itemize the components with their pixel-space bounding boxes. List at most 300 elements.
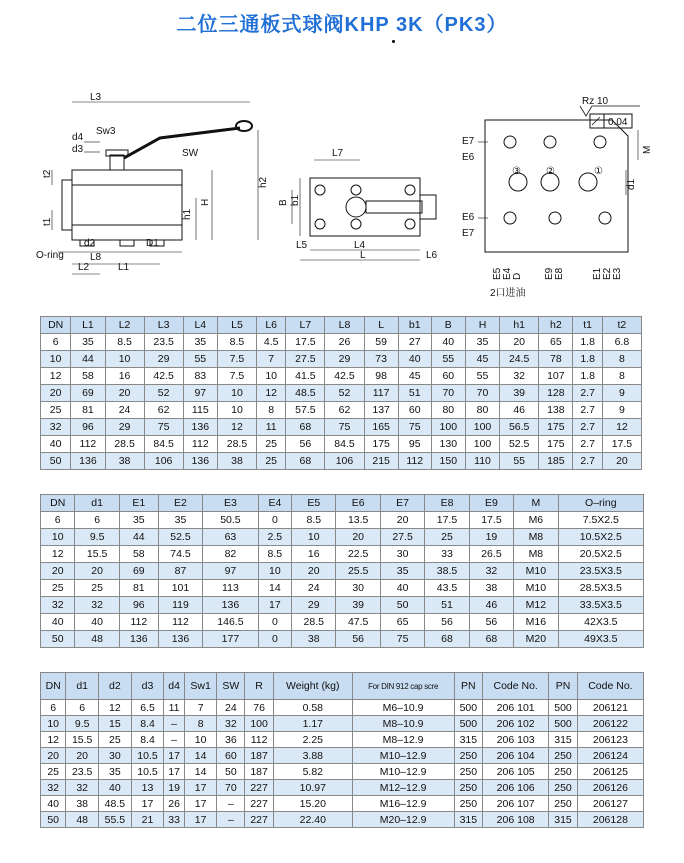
table-cell: 27.5	[380, 529, 424, 546]
table-cell: 12	[41, 546, 75, 563]
table-row	[41, 748, 644, 764]
table-cell: 35	[380, 563, 424, 580]
table-cell: 32	[500, 368, 539, 385]
table-cell: 19	[469, 529, 513, 546]
header-cell: t1	[573, 317, 602, 334]
table-cell: 137	[364, 402, 398, 419]
header-cell: E2	[158, 495, 202, 512]
table-cell: 12	[99, 700, 132, 716]
table-cell: 48	[75, 631, 119, 648]
label-E4: E4	[502, 267, 513, 280]
table-cell: 206122	[577, 716, 643, 732]
table-cell: 33	[164, 812, 184, 828]
table-cell: 40	[398, 351, 431, 368]
header-cell: L2	[105, 317, 144, 334]
table-cell: 38.5	[425, 563, 469, 580]
table-cell: 6	[41, 700, 66, 716]
table-cell: 0	[258, 631, 291, 648]
table-cell: 2.25	[273, 732, 352, 748]
header-cell: t2	[602, 317, 641, 334]
table-cell: 206125	[577, 764, 643, 780]
header-cell: h2	[539, 317, 573, 334]
table-row	[41, 334, 642, 351]
table-cell: 22.5	[336, 546, 380, 563]
table-cell: 4.5	[257, 334, 286, 351]
table-cell: 55	[500, 453, 539, 470]
table-cell: 97	[183, 385, 217, 402]
table-cell: 40	[431, 334, 465, 351]
table-cell: 10	[258, 563, 291, 580]
table-cell: 20	[41, 385, 71, 402]
header-cell: E4	[258, 495, 291, 512]
table-cell: 175	[539, 419, 573, 436]
table-cell: 25	[99, 732, 132, 748]
header-cell: E3	[203, 495, 258, 512]
header-cell: L6	[257, 317, 286, 334]
header-cell: L3	[144, 317, 183, 334]
table-cell: 17	[164, 748, 184, 764]
table-row	[41, 716, 644, 732]
table-cell: 35	[99, 764, 132, 780]
header-cell: H	[465, 317, 499, 334]
table-cell: 2.7	[573, 419, 602, 436]
table-cell: 250	[454, 748, 483, 764]
dot-mark	[392, 40, 395, 43]
label-Rz10: Rz 10	[582, 96, 609, 107]
table-cell: 117	[364, 385, 398, 402]
table-cell: 70	[217, 780, 245, 796]
table-cell: 38	[292, 631, 336, 648]
table-cell: 40	[75, 614, 119, 631]
table-cell: 2.7	[573, 402, 602, 419]
table-row	[41, 700, 644, 716]
header-cell: Code No.	[483, 673, 549, 700]
label-L6: L6	[426, 250, 438, 261]
table-cell: –	[217, 812, 245, 828]
table-cell: 19	[164, 780, 184, 796]
table-cell: 68	[286, 419, 325, 436]
table-cell: 39	[336, 597, 380, 614]
header-cell: DN	[41, 673, 66, 700]
table-cell: 12	[257, 385, 286, 402]
table-cell: 52.5	[500, 436, 539, 453]
table-cell: 17.5	[425, 512, 469, 529]
header-cell: L1	[71, 317, 105, 334]
table-row	[41, 529, 644, 546]
table-cell: 40	[41, 796, 66, 812]
table-cell: 206 103	[483, 732, 549, 748]
header-cell: DN	[41, 495, 75, 512]
table-cell: 10	[41, 529, 75, 546]
table-row	[41, 351, 642, 368]
label-d3: d3	[72, 144, 84, 155]
table-cell: 28.5X3.5	[558, 580, 643, 597]
table-cell: 13.5	[336, 512, 380, 529]
table-cell: 11	[257, 419, 286, 436]
table-cell: 315	[454, 732, 483, 748]
table-cell: 20	[41, 748, 66, 764]
table-cell: 59	[364, 334, 398, 351]
table-cell: 113	[203, 580, 258, 597]
table-cell: 49X3.5	[558, 631, 643, 648]
table-cell: 44	[119, 529, 158, 546]
table-cell: 206123	[577, 732, 643, 748]
table-cell: 27.5	[286, 351, 325, 368]
header-cell: Code No.	[577, 673, 643, 700]
table-cell: 42.5	[144, 368, 183, 385]
table-cell: 20	[41, 563, 75, 580]
label-L5: L5	[296, 240, 308, 251]
table-cell: 39	[500, 385, 539, 402]
table-cell: 136	[71, 453, 105, 470]
table-header-row	[41, 495, 644, 512]
table-cell: 50	[41, 453, 71, 470]
table-cell: 69	[119, 563, 158, 580]
table-cell: 28.5	[292, 614, 336, 631]
label-E6-bottom: E6	[462, 212, 475, 223]
table-row	[41, 780, 644, 796]
table-cell: 58	[119, 546, 158, 563]
table-cell: 206128	[577, 812, 643, 828]
table-cell: 32	[75, 597, 119, 614]
table-cell: 8.4	[131, 732, 164, 748]
table-cell: 87	[158, 563, 202, 580]
label-h2: h2	[258, 176, 269, 188]
table-cell: 215	[364, 453, 398, 470]
table-cell: 8.4	[131, 716, 164, 732]
header-cell: Sw1	[184, 673, 217, 700]
label-H: H	[200, 198, 211, 206]
label-L: L	[360, 250, 366, 261]
label-E8: E8	[554, 267, 565, 280]
table-cell: 32	[469, 563, 513, 580]
side-view-labels	[36, 92, 269, 273]
table-cell: 24.5	[500, 351, 539, 368]
table-cell: 26	[164, 796, 184, 812]
port-2: ②	[546, 166, 555, 177]
table-cell: 175	[364, 436, 398, 453]
table-row	[41, 546, 644, 563]
dimension-table-1	[40, 316, 642, 470]
table-cell: 50	[217, 764, 245, 780]
table-cell: 9	[602, 402, 641, 419]
table-cell: 30	[380, 546, 424, 563]
table-cell: 58	[71, 368, 105, 385]
table-cell: 500	[549, 716, 578, 732]
table-cell: M10	[514, 563, 558, 580]
table-cell: 25	[41, 580, 75, 597]
table-cell: 50	[41, 812, 66, 828]
table-cell: –	[164, 732, 184, 748]
table-cell: 35	[158, 512, 202, 529]
table-cell: 42X3.5	[558, 614, 643, 631]
label-E5: E5	[492, 267, 503, 280]
table-cell: 75	[144, 419, 183, 436]
header-cell: d2	[99, 673, 132, 700]
table-cell: 10	[105, 351, 144, 368]
label-E7-bottom: E7	[462, 228, 475, 239]
header-cell: B	[431, 317, 465, 334]
label-flatness: 0.04	[608, 117, 628, 128]
table-cell: 6	[41, 512, 75, 529]
table-row	[41, 580, 644, 597]
header-cell: d1	[75, 495, 119, 512]
table-cell: 96	[71, 419, 105, 436]
header-cell: E5	[292, 495, 336, 512]
table-cell: 45	[398, 368, 431, 385]
header-cell: For DIN 912 cap scre	[352, 673, 454, 700]
table-cell: 100	[431, 419, 465, 436]
table-row	[41, 385, 642, 402]
header-cell: L4	[183, 317, 217, 334]
header-cell: E7	[380, 495, 424, 512]
header-cell: L8	[325, 317, 364, 334]
table-cell: 6	[41, 334, 71, 351]
header-cell: L7	[286, 317, 325, 334]
table-cell: 43.5	[425, 580, 469, 597]
table-cell: 52.5	[158, 529, 202, 546]
header-cell: d4	[164, 673, 184, 700]
table-cell: 76	[245, 700, 274, 716]
table-cell: 206121	[577, 700, 643, 716]
table-cell: 21	[131, 812, 164, 828]
table-cell: M10–12.9	[352, 748, 454, 764]
table-cell: 60	[217, 748, 245, 764]
table-cell: 6.5	[131, 700, 164, 716]
table-cell: 8	[602, 368, 641, 385]
table-cell: 8.5	[258, 546, 291, 563]
table-cell: 206 106	[483, 780, 549, 796]
table-cell: 20	[500, 334, 539, 351]
table-cell: 45	[465, 351, 499, 368]
table-cell: 17	[164, 764, 184, 780]
table-cell: 32	[217, 716, 245, 732]
table-cell: 51	[398, 385, 431, 402]
table-cell: 57.5	[286, 402, 325, 419]
table-cell: 115	[183, 402, 217, 419]
table-cell: 250	[454, 780, 483, 796]
table-cell: 112	[119, 614, 158, 631]
table-cell: 100	[465, 436, 499, 453]
table-cell: 80	[465, 402, 499, 419]
table-cell: 17	[184, 780, 217, 796]
table-cell: 9.5	[66, 716, 99, 732]
table-cell: 7.5	[217, 351, 256, 368]
label-D: D	[512, 272, 523, 280]
table-cell: 250	[549, 780, 578, 796]
table-cell: 17	[184, 812, 217, 828]
table-cell: 15.20	[273, 796, 352, 812]
label-t2: t2	[42, 169, 53, 178]
table-cell: 14	[258, 580, 291, 597]
table-cell: 12	[217, 419, 256, 436]
table-cell: 27	[398, 334, 431, 351]
table-cell: 14	[184, 764, 217, 780]
table-cell: 82	[203, 546, 258, 563]
table-cell: 12	[602, 419, 641, 436]
table-cell: 38	[217, 453, 256, 470]
table-cell: 30	[336, 580, 380, 597]
table-cell: 206126	[577, 780, 643, 796]
table-cell: 187	[245, 748, 274, 764]
table-cell: 95	[398, 436, 431, 453]
table-cell: 24	[217, 700, 245, 716]
table-row	[41, 453, 642, 470]
table-cell: 17.5	[469, 512, 513, 529]
mounting-face-labels	[462, 96, 653, 299]
table-cell: 70	[465, 385, 499, 402]
table-cell: 3.88	[273, 748, 352, 764]
header-cell: b1	[398, 317, 431, 334]
table-cell: 8.5	[217, 334, 256, 351]
table-cell: 10.5	[131, 748, 164, 764]
table-cell: 68	[425, 631, 469, 648]
table-cell: 177	[203, 631, 258, 648]
table-cell: 20	[602, 453, 641, 470]
label-E7-top: E7	[462, 136, 475, 147]
table-cell: 15.5	[66, 732, 99, 748]
table-cell: 25	[41, 764, 66, 780]
port-3: ③	[512, 166, 521, 177]
table-cell: 8	[257, 402, 286, 419]
header-cell: E9	[469, 495, 513, 512]
table-cell: 130	[431, 436, 465, 453]
header-cell: d3	[131, 673, 164, 700]
table-cell: M8	[514, 546, 558, 563]
table-cell: M16	[514, 614, 558, 631]
table-cell: 29	[144, 351, 183, 368]
label-L2: L2	[78, 262, 90, 273]
table-cell: 32	[66, 780, 99, 796]
table-row	[41, 732, 644, 748]
header-cell: R	[245, 673, 274, 700]
table-cell: 55	[183, 351, 217, 368]
label-E2: E2	[602, 267, 613, 280]
table-cell: 8	[184, 716, 217, 732]
table-cell: 110	[465, 453, 499, 470]
table-cell: 6	[66, 700, 99, 716]
table-cell: 227	[245, 812, 274, 828]
table-cell: 28.5	[217, 436, 256, 453]
table-cell: 500	[549, 700, 578, 716]
table-cell: 10	[41, 716, 66, 732]
table-cell: 17	[258, 597, 291, 614]
table-cell: 46	[469, 597, 513, 614]
table-cell: 500	[454, 716, 483, 732]
table-cell: 84.5	[144, 436, 183, 453]
table-cell: 20.5X2.5	[558, 546, 643, 563]
table-cell: 48.5	[286, 385, 325, 402]
table-cell: 128	[539, 385, 573, 402]
table-cell: 112	[245, 732, 274, 748]
table-cell: 70	[431, 385, 465, 402]
table-cell: 250	[549, 764, 578, 780]
header-cell: L5	[217, 317, 256, 334]
table-cell: 38	[105, 453, 144, 470]
table-cell: 35	[183, 334, 217, 351]
table-cell: 48	[66, 812, 99, 828]
table-cell: 206127	[577, 796, 643, 812]
table-cell: 97	[203, 563, 258, 580]
table-cell: 81	[119, 580, 158, 597]
table-cell: 0.58	[273, 700, 352, 716]
table-cell: M16–12.9	[352, 796, 454, 812]
label-L7: L7	[332, 148, 344, 159]
table-cell: 17.5	[286, 334, 325, 351]
table-cell: 25.5	[336, 563, 380, 580]
table-cell: 20	[292, 563, 336, 580]
header-cell: Weight (kg)	[273, 673, 352, 700]
table-cell: 315	[549, 732, 578, 748]
table-cell: 41.5	[286, 368, 325, 385]
table-cell: 16	[292, 546, 336, 563]
table-cell: 56	[425, 614, 469, 631]
table-cell: 250	[549, 748, 578, 764]
table-cell: 28.5	[105, 436, 144, 453]
table-row	[41, 368, 642, 385]
table-cell: 23.5X3.5	[558, 563, 643, 580]
table-cell: 25	[425, 529, 469, 546]
header-cell: DN	[41, 317, 71, 334]
table-cell: 227	[245, 796, 274, 812]
table-cell: 84.5	[325, 436, 364, 453]
label-L8: L8	[90, 252, 102, 263]
table-cell: 9	[602, 385, 641, 402]
table-cell: 10.5	[131, 764, 164, 780]
table-cell: 17	[131, 796, 164, 812]
label-L3: L3	[90, 92, 102, 103]
table-cell: 2.5	[258, 529, 291, 546]
table-cell: M8–10.9	[352, 716, 454, 732]
table-cell: 56	[286, 436, 325, 453]
header-cell: E6	[336, 495, 380, 512]
table-cell: 2.7	[573, 453, 602, 470]
table-cell: 35	[71, 334, 105, 351]
table-cell: 7.5X2.5	[558, 512, 643, 529]
table-cell: 2.7	[573, 385, 602, 402]
table-cell: 20	[75, 563, 119, 580]
table-cell: 23.5	[66, 764, 99, 780]
table-cell: 75	[380, 631, 424, 648]
table-cell: 7	[257, 351, 286, 368]
table-cell: 10.5X2.5	[558, 529, 643, 546]
table-cell: 13	[131, 780, 164, 796]
table-cell: 38	[66, 796, 99, 812]
table-cell: 119	[158, 597, 202, 614]
table-cell: 56	[336, 631, 380, 648]
table-cell: 55	[465, 368, 499, 385]
table-cell: 11	[164, 700, 184, 716]
table-cell: 26	[325, 334, 364, 351]
table-cell: 1.8	[573, 334, 602, 351]
table-cell: 35	[465, 334, 499, 351]
table-cell: –	[217, 796, 245, 812]
label-SW: SW	[182, 148, 199, 159]
header-cell: PN	[549, 673, 578, 700]
table-cell: 30	[99, 748, 132, 764]
table-cell: M10	[514, 580, 558, 597]
table-cell: 12	[41, 368, 71, 385]
table-cell: 75	[398, 419, 431, 436]
table-cell: 40	[99, 780, 132, 796]
table-cell: 101	[158, 580, 202, 597]
table-cell: 206 107	[483, 796, 549, 812]
table-cell: 185	[539, 453, 573, 470]
table-cell: 32	[41, 597, 75, 614]
table-cell: 68	[469, 631, 513, 648]
table-cell: 40	[41, 436, 71, 453]
table-cell: 69	[71, 385, 105, 402]
